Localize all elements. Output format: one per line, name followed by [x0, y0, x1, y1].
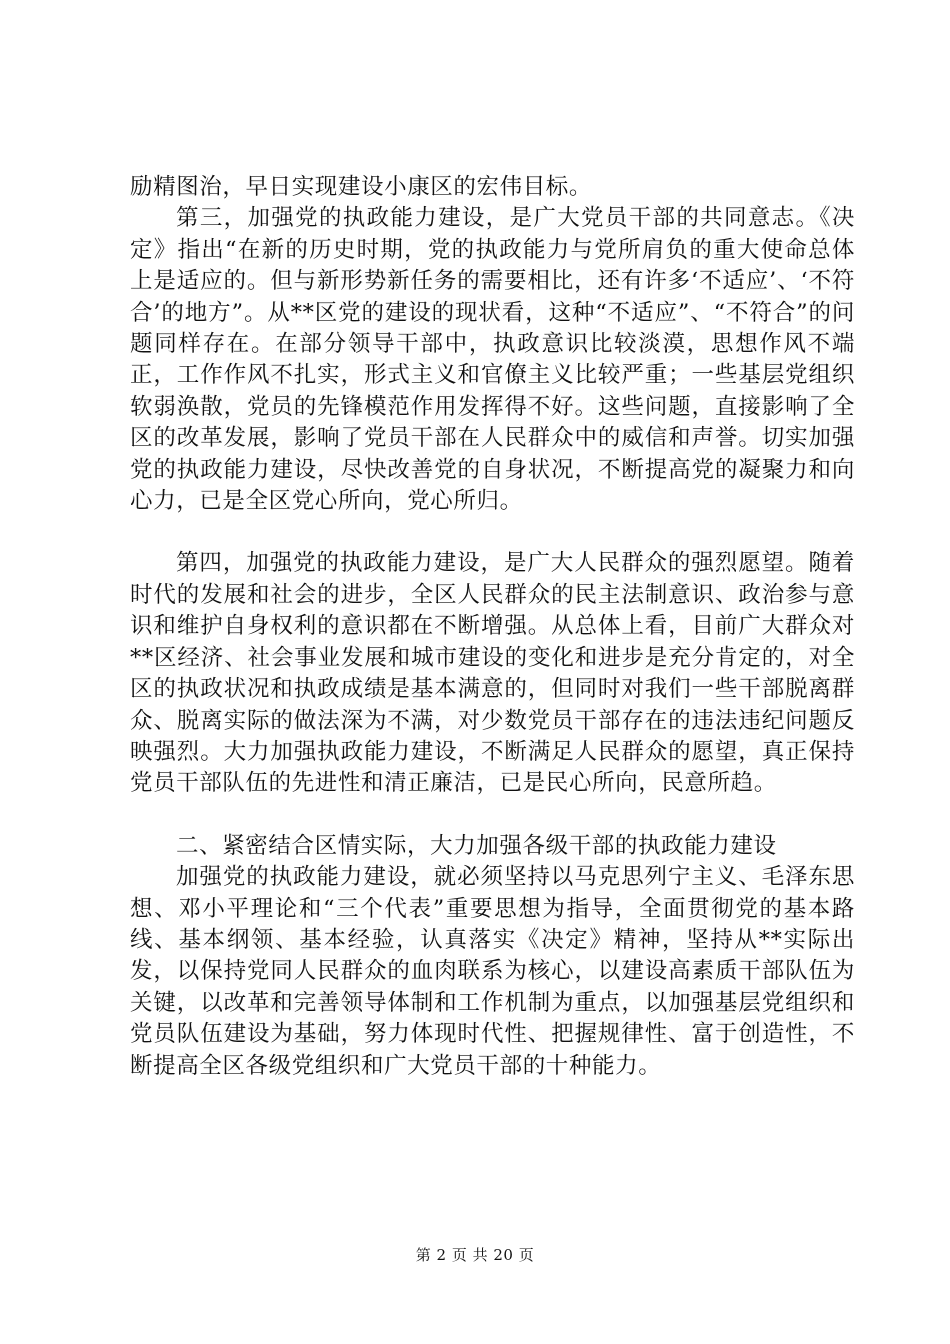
paragraph-point-three: 第三，加强党的执政能力建设，是广大党员干部的共同意志。《决定》指出“在新的历史时期，党的执政能力与党所肩负的重大使命总体上是适应的。但与新形势新任务的需要相比，还有许多‘不适应’、‘不符合’的地方”。从**区党的建设的现状看，这种“不适应”、“不符合”的问题同样存在。在部分领导干部中，执政意识比较淡漠，思想作风不端正，工作作风不扎实，形式主义和官僚主义比较严重；一些基层党组织软弱涣散，党员的先锋模范作用发挥得不好。这些问题，直接影响了全区的改革发展，影响了党员干部在人民群众中的威信和声誉。切实加强党的执政能力建设，尽快改善党的自身状况，不断提高党的凝聚力和向心力，已是全区党心所向，党心所归。	[130, 205, 855, 515]
document-body	[130, 172, 855, 1082]
section-heading-two: 二、紧密结合区情实际，大力加强各级干部的执政能力建设	[176, 832, 777, 859]
paragraph-section-two-intro: 加强党的执政能力建设，就必须坚持以马克思列宁主义、毛泽东思想、邓小平理论和“三个代表”重要思想为指导，全面贯彻党的基本路线、基本纲领、基本经验，认真落实《决定》精神，坚持从**实际出发，以保持党同人民群众的血肉联系为核心，以建设高素质干部队伍为关键，以改革和完善领导体制和工作机制为重点，以加强基层党组织和党员队伍建设为基础，努力体现时代性、把握规律性、富于创造性，不断提高全区各级党组织和广大党员干部的十种能力。	[130, 864, 855, 1079]
paragraph-continuation: 励精图治，早日实现建设小康区的宏伟目标。	[130, 174, 593, 200]
paragraph-point-four: 第四，加强党的执政能力建设，是广大人民群众的强烈愿望。随着时代的发展和社会的进步，全区人民群众的民主法制意识、政治参与意识和维护自身权利的意识都在不断增强。从总体上看，目前广大群众对**区经济、社会事业发展和城市建设的变化和进步是充分肯定的，对全区的执政状况和执政成绩是基本满意的，但同时对我们一些干部脱离群众、脱离实际的做法深为不满，对少数党员干部存在的违法违纪问题反映强烈。大力加强执政能力建设，不断满足人民群众的愿望，真正保持党员干部队伍的先进性和清正廉洁，已是民心所向，民意所趋。	[130, 550, 855, 797]
page-number-footer: 第 2 页 共 20 页	[415, 1246, 535, 1264]
